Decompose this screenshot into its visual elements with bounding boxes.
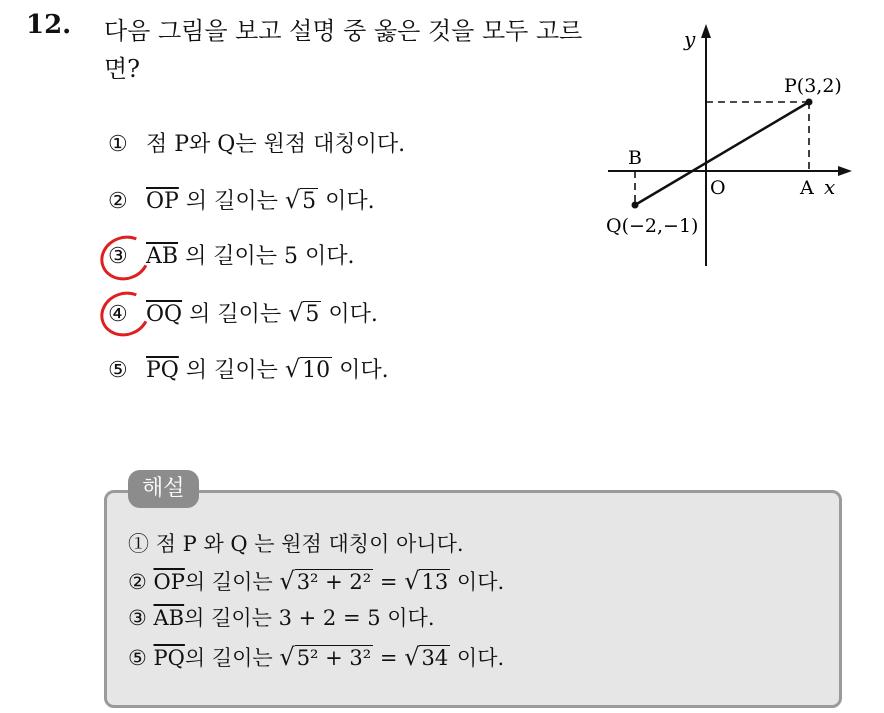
option-number: ①: [108, 132, 128, 157]
segment-label: $\overline{OP}$: [153, 570, 185, 594]
square-root: √5: [284, 186, 317, 214]
y-axis-arrow: [701, 24, 711, 38]
option-2[interactable]: [108, 183, 375, 217]
solution-number: ⑤: [128, 646, 147, 670]
option-number: ③: [108, 244, 128, 269]
square-root: √5: [288, 299, 320, 327]
square-root: √5² + 3²: [279, 643, 372, 671]
y-axis-label: y: [684, 27, 696, 51]
solution-number: ①: [128, 532, 149, 556]
option-3[interactable]: [108, 240, 355, 274]
question-number: 12.: [26, 10, 72, 40]
point-q-label: Q(−2,−1): [606, 215, 699, 237]
point-p: [806, 99, 813, 106]
solution-number: ②: [128, 570, 147, 594]
point-q: [632, 202, 639, 209]
origin-label: O: [710, 177, 726, 199]
solution-line-3: [128, 601, 435, 635]
option-text: 점 P와 Q는 원점 대칭이다.: [146, 132, 406, 157]
point-b-label: B: [628, 147, 642, 169]
radicand: 3² + 2²: [296, 570, 372, 594]
equals-sign: =: [379, 570, 398, 594]
segment-label: $\overline{OP}$: [146, 189, 179, 214]
radicand: 10: [302, 358, 331, 383]
solution-line-1: [128, 527, 464, 561]
option-suffix: 이다.: [325, 189, 375, 214]
square-root: √3² + 2²: [279, 567, 372, 595]
equals-sign: =: [379, 646, 398, 670]
solution-text: 점 P 와 Q 는 원점 대칭이 아니다.: [155, 532, 464, 556]
option-text: 의 길이는: [185, 358, 278, 383]
solution-number: ③: [128, 606, 147, 630]
option-text: 의 길이는 5 이다.: [185, 244, 355, 269]
x-axis-label: x: [824, 175, 836, 199]
square-root: √10: [284, 355, 331, 383]
x-axis-arrow: [838, 166, 852, 176]
option-suffix: 이다.: [328, 302, 378, 327]
option-suffix: 이다.: [339, 358, 389, 383]
solution-box: [104, 490, 842, 708]
solution-line-4: [128, 640, 504, 674]
segment-label: $\overline{OQ}$: [146, 302, 183, 327]
segment-label: $\overline{PQ}$: [146, 358, 179, 383]
solution-line-2: [128, 564, 504, 598]
solution-text: 의 길이는: [184, 570, 273, 594]
radicand: 5: [302, 189, 317, 214]
solution-text: 의 길이는: [184, 646, 273, 670]
square-root: √34: [404, 643, 449, 671]
option-number: ⑤: [108, 358, 128, 383]
solution-text: 의 길이는 3 + 2 = 5 이다.: [184, 606, 435, 630]
option-number: ④: [108, 302, 128, 327]
square-root: √13: [404, 567, 449, 595]
radicand: 5: [305, 302, 320, 327]
question-text: 다음 그림을 보고 설명 중 옳은 것을 모두 고르면?: [104, 17, 583, 83]
solution-suffix: 이다.: [456, 646, 505, 670]
option-text: 의 길이는: [185, 189, 278, 214]
coordinate-figure: [600, 18, 870, 278]
segment-label: $\overline{AB}$: [153, 606, 185, 630]
option-4[interactable]: [108, 296, 378, 330]
option-number: ②: [108, 189, 128, 214]
point-a-label: A: [800, 177, 814, 199]
segment-label: $\overline{AB}$: [146, 244, 179, 269]
segment-label: $\overline{PQ}$: [153, 646, 185, 670]
radicand: 13: [421, 570, 449, 594]
point-p-label: P(3,2): [784, 75, 842, 97]
option-text: 의 길이는: [189, 302, 282, 327]
option-1[interactable]: [108, 128, 405, 162]
solution-suffix: 이다.: [456, 570, 505, 594]
solution-tag: 해설: [128, 470, 199, 508]
radicand: 5² + 3²: [296, 646, 372, 670]
radicand: 34: [421, 646, 449, 670]
option-5[interactable]: [108, 352, 389, 386]
